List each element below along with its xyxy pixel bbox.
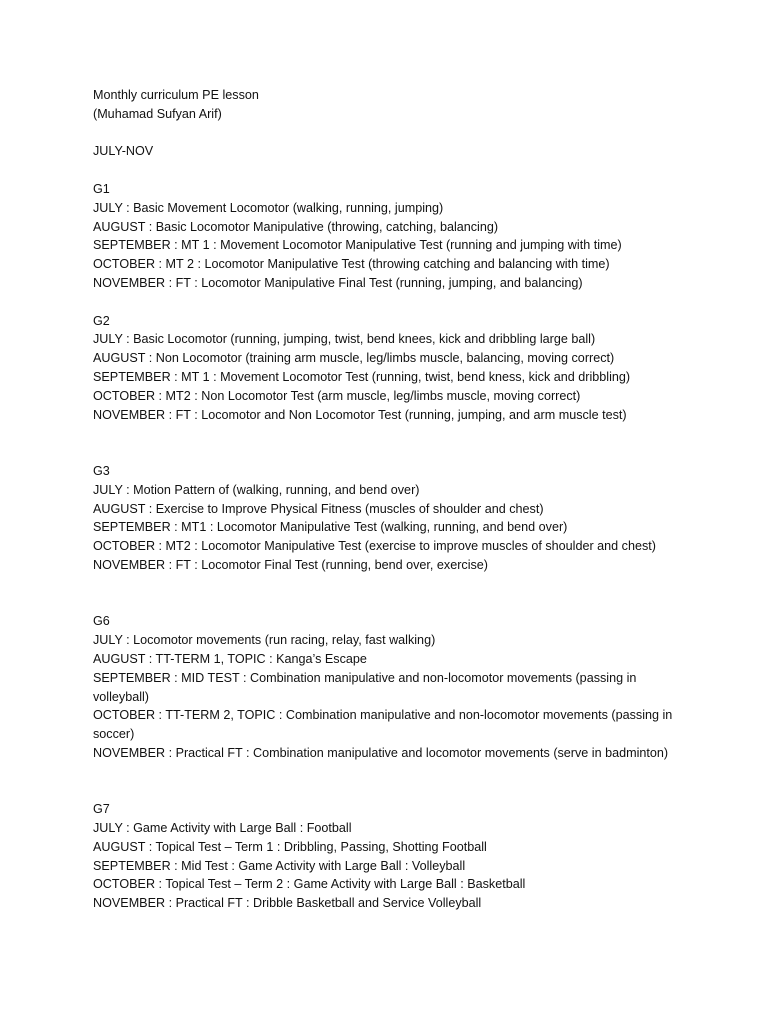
grade-line: SEPTEMBER : Mid Test : Game Activity with Large Ball : Volleyball	[93, 858, 466, 873]
grade-heading: G1	[93, 181, 110, 196]
grade-section-g1	[93, 180, 693, 293]
document-page	[93, 86, 693, 913]
grade-line: AUGUST : Topical Test – Term 1 : Dribbling, Passing, Shotting Football	[93, 839, 487, 854]
spacer	[93, 763, 693, 801]
grade-line: AUGUST : Exercise to Improve Physical Fitness (muscles of shoulder and chest)	[93, 501, 544, 516]
grade-section-g6	[93, 612, 693, 762]
spacer	[93, 293, 693, 312]
spacer	[93, 575, 693, 613]
document-period: JULY-NOV	[93, 144, 154, 159]
grade-line: SEPTEMBER : MT 1 : Movement Locomotor Test (running, twist, bend kness, kick and dribbling)	[93, 369, 631, 384]
grade-line: AUGUST : Basic Locomotor Manipulative (throwing, catching, balancing)	[93, 219, 499, 234]
spacer	[93, 424, 693, 462]
grade-section-g3	[93, 462, 693, 575]
grade-line: NOVEMBER : Practical FT : Combination manipulative and locomotor movements (serve in badminton)	[93, 745, 669, 760]
grade-heading: G6	[93, 614, 110, 629]
spacer	[93, 124, 693, 143]
grade-line: OCTOBER : TT-TERM 2, TOPIC : Combination manipulative and non-locomotor movements (passing in soccer)	[93, 708, 673, 742]
grade-heading: G3	[93, 463, 110, 478]
grade-line: SEPTEMBER : MT 1 : Movement Locomotor Manipulative Test (running and jumping with time)	[93, 238, 622, 253]
grade-heading: G7	[93, 802, 110, 817]
grade-section-g7	[93, 800, 693, 913]
document-author: (Muhamad Sufyan Arif)	[93, 106, 222, 121]
document-title: Monthly curriculum PE lesson	[93, 88, 259, 102]
grade-line: SEPTEMBER : MID TEST : Combination manipulative and non-locomotor movements (passing in volleyball)	[93, 670, 637, 704]
grade-line: OCTOBER : MT2 : Non Locomotor Test (arm muscle, leg/limbs muscle, moving correct)	[93, 388, 581, 403]
grade-section-g2	[93, 312, 693, 425]
grade-line: NOVEMBER : FT : Locomotor Manipulative Final Test (running, jumping, and balancing)	[93, 275, 583, 290]
grade-line: OCTOBER : Topical Test – Term 2 : Game Activity with Large Ball : Basketball	[93, 877, 526, 892]
grade-line: NOVEMBER : FT : Locomotor Final Test (running, bend over, exercise)	[93, 557, 488, 572]
grade-line: JULY : Motion Pattern of (walking, running, and bend over)	[93, 482, 420, 497]
grade-line: AUGUST : TT-TERM 1, TOPIC : Kanga’s Escape	[93, 651, 367, 666]
grade-line: JULY : Locomotor movements (run racing, relay, fast walking)	[93, 633, 436, 648]
grade-line: JULY : Game Activity with Large Ball : Football	[93, 821, 352, 836]
grade-line: NOVEMBER : FT : Locomotor and Non Locomotor Test (running, jumping, and arm muscle test)	[93, 407, 627, 422]
grade-line: OCTOBER : MT 2 : Locomotor Manipulative Test (throwing catching and balancing with time)	[93, 257, 610, 272]
spacer	[93, 161, 693, 180]
grade-line: JULY : Basic Locomotor (running, jumping, twist, bend knees, kick and dribbling large ball)	[93, 332, 596, 347]
grade-heading: G2	[93, 313, 110, 328]
grade-line: SEPTEMBER : MT1 : Locomotor Manipulative Test (walking, running, and bend over)	[93, 520, 568, 535]
grade-line: JULY : Basic Movement Locomotor (walking, running, jumping)	[93, 200, 444, 215]
grade-line: NOVEMBER : Practical FT : Dribble Basketball and Service Volleyball	[93, 896, 482, 911]
grade-line: AUGUST : Non Locomotor (training arm muscle, leg/limbs muscle, balancing, moving correct)	[93, 351, 615, 366]
grade-line: OCTOBER : MT2 : Locomotor Manipulative Test (exercise to improve muscles of shoulder and chest)	[93, 539, 656, 554]
